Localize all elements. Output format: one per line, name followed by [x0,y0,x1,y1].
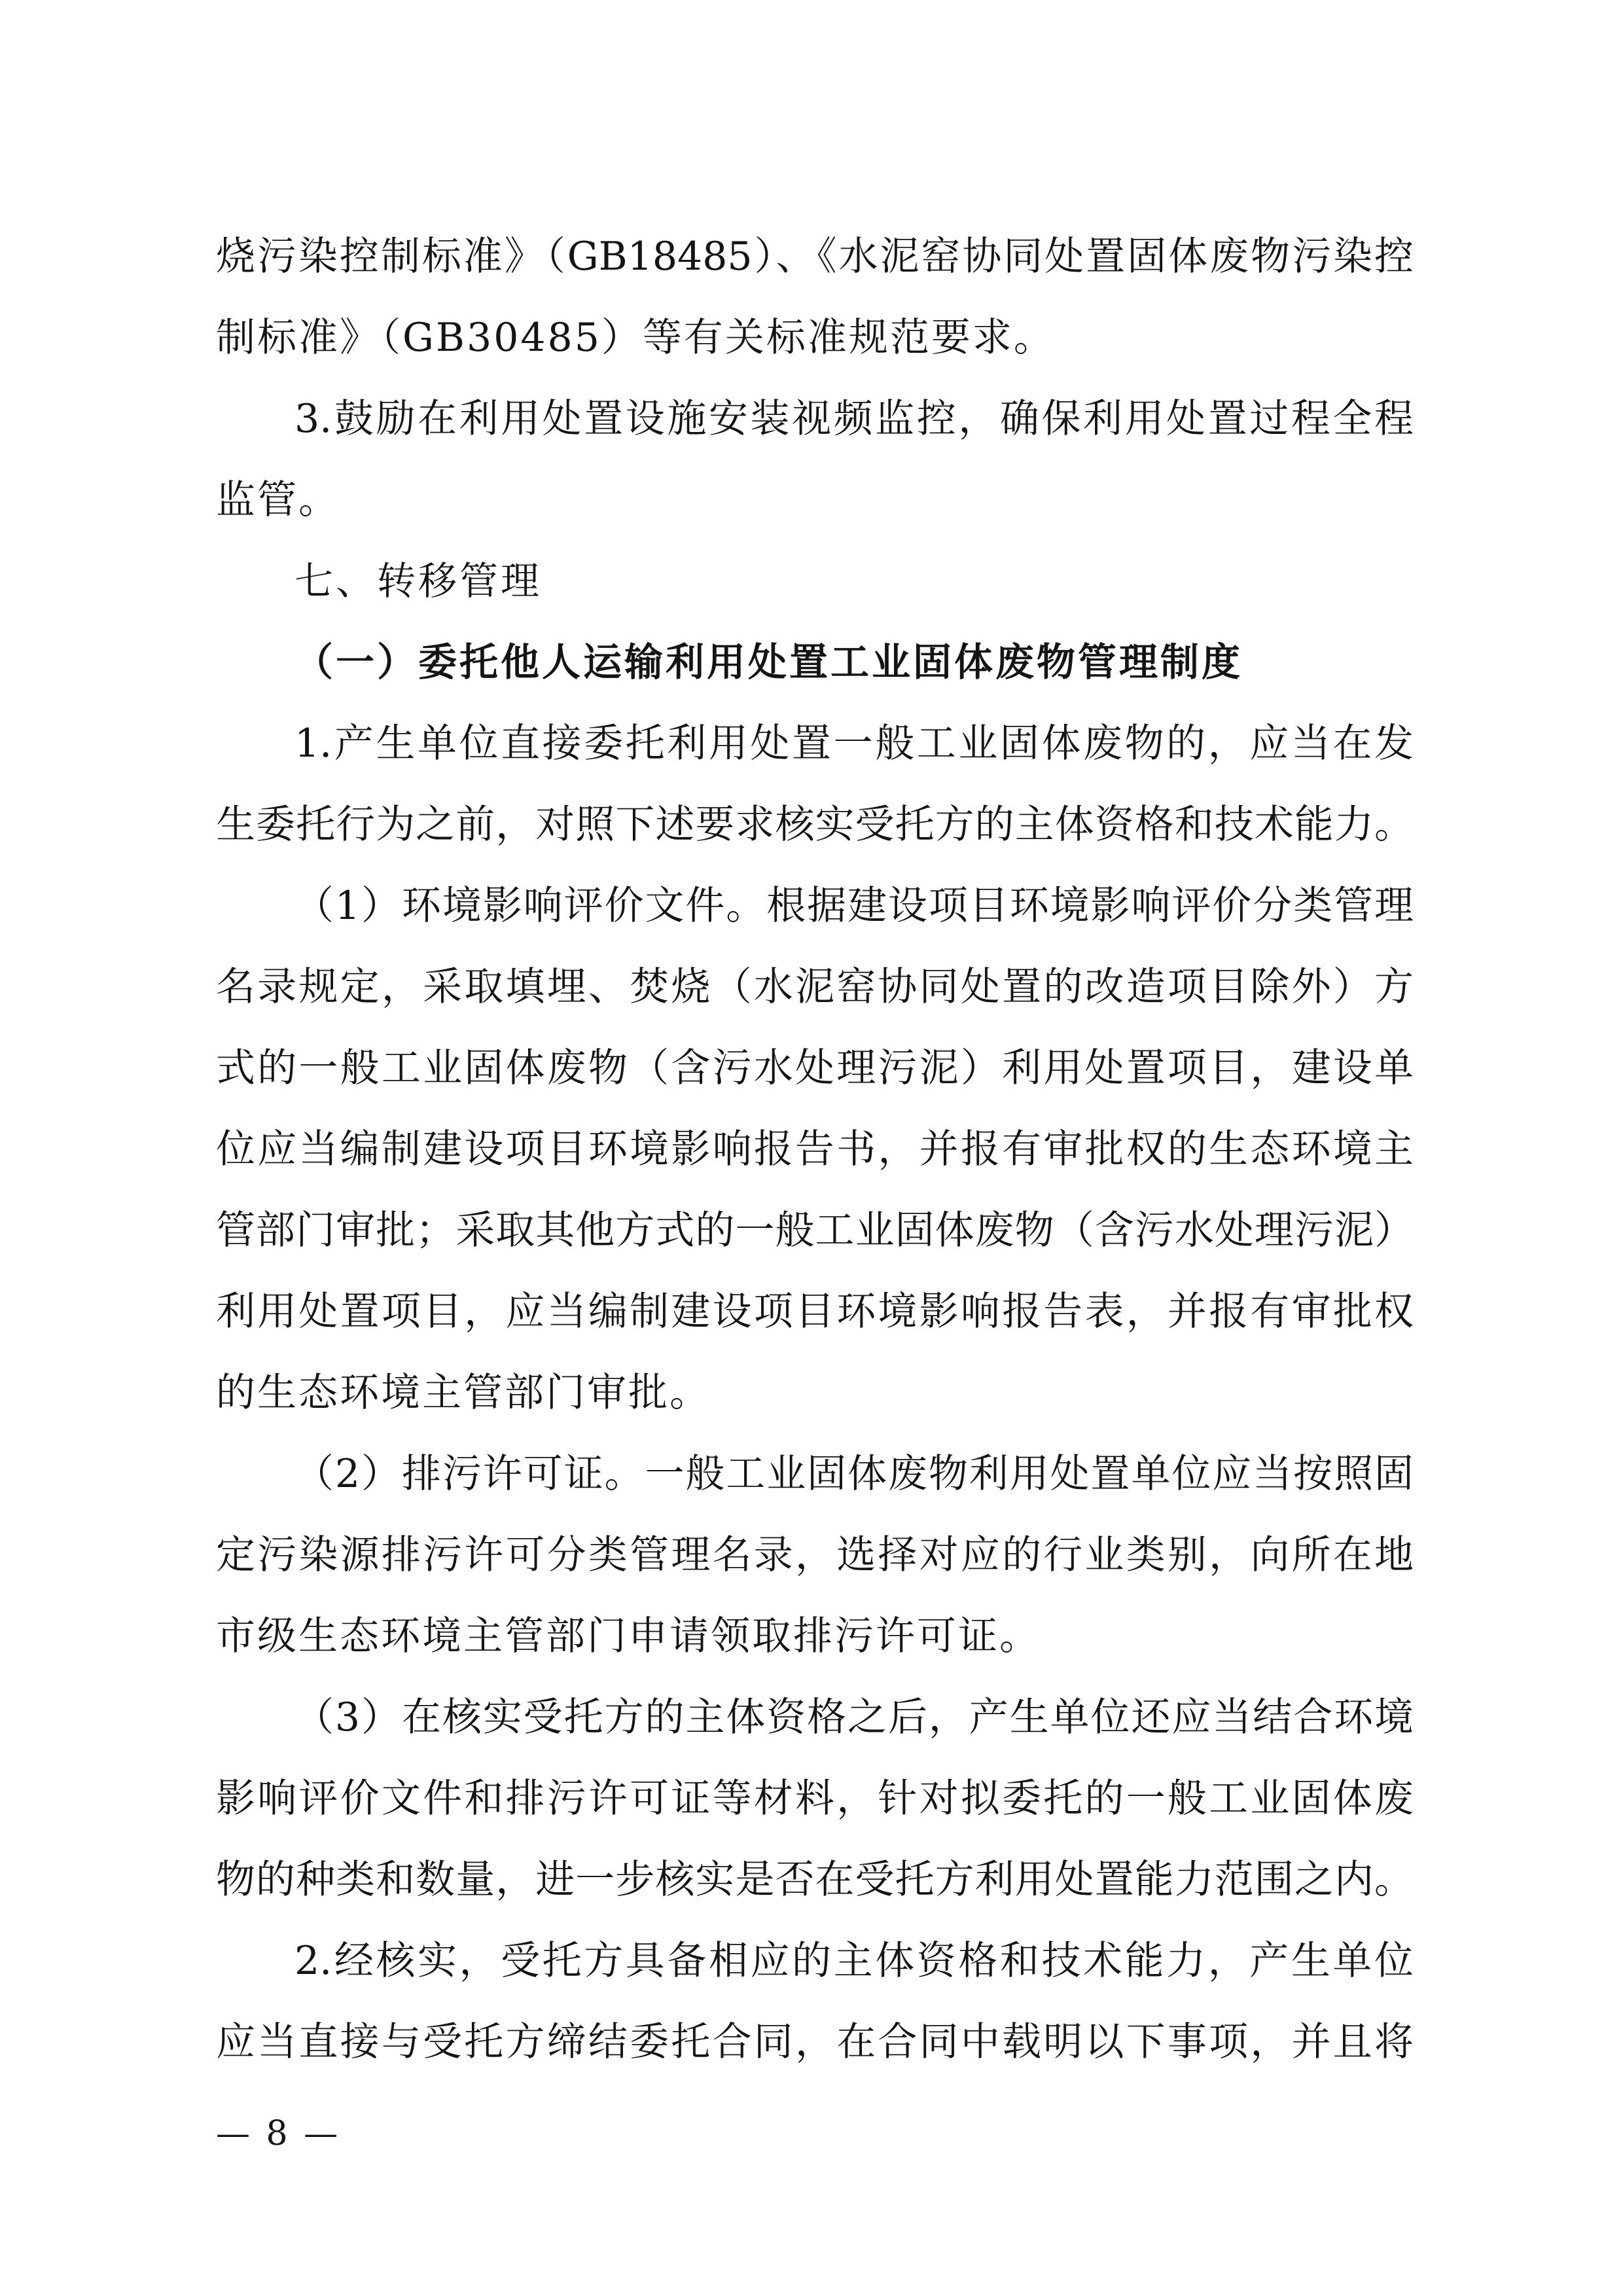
text-line: 监管。 [216,477,340,523]
text-line: 的生态环境主管部门审批。 [216,1370,711,1416]
text-line: （1）环境影响评价文件。根据建设项目环境影响评价分类管理 [294,883,1414,929]
page-number: — 8 — [216,2114,341,2153]
text-line: 烧污染控制标准》（GB18485）、《水泥窑协同处置固体废物污染控 [216,234,1414,279]
text-line: 市级生态环境主管部门申请领取排污许可证。 [216,1613,1041,1659]
text-line: 影响评价文件和排污许可证等材料，针对拟委托的一般工业固体废 [216,1776,1414,1821]
text-line: 生委托行为之前，对照下述要求核实受托方的主体资格和技术能力。 [216,802,1414,848]
text-line: 物的种类和数量，进一步核实是否在受托方利用处置能力范围之内。 [216,1857,1414,1903]
section-heading: 七、转移管理 [294,558,543,603]
document-body [216,216,1414,2083]
text-line: 2.经核实，受托方具备相应的主体资格和技术能力，产生单位 [294,1938,1414,1984]
text-line: 1.产生单位直接委托利用处置一般工业固体废物的，应当在发 [294,721,1414,766]
text-line: 定污染源排污许可分类管理名录，选择对应的行业类别，向所在地 [216,1532,1414,1578]
text-line: 利用处置项目，应当编制建设项目环境影响报告表，并报有审批权 [216,1289,1414,1335]
text-line: （2）排污许可证。一般工业固体废物利用处置单位应当按照固 [294,1451,1414,1497]
text-line: 制标准》（GB30485）等有关标准规范要求。 [216,315,1055,361]
text-line: 管部门审批；采取其他方式的一般工业固体废物（含污水处理污泥） [216,1208,1414,1253]
text-line: 名录规定，采取填埋、焚烧（水泥窑协同处置的改造项目除外）方 [216,964,1414,1010]
subsection-heading: （一）委托他人运输利用处置工业固体废物管理制度 [294,639,1243,685]
text-line: （3）在核实受托方的主体资格之后，产生单位还应当结合环境 [294,1695,1414,1740]
text-line: 位应当编制建设项目环境影响报告书，并报有审批权的生态环境主 [216,1126,1414,1172]
text-line: 式的一般工业固体废物（含污水处理污泥）利用处置项目，建设单 [216,1045,1414,1091]
text-line: 3.鼓励在利用处置设施安装视频监控，确保利用处置过程全程 [294,396,1414,442]
text-line: 应当直接与受托方缔结委托合同，在合同中载明以下事项，并且将 [216,2019,1414,2065]
